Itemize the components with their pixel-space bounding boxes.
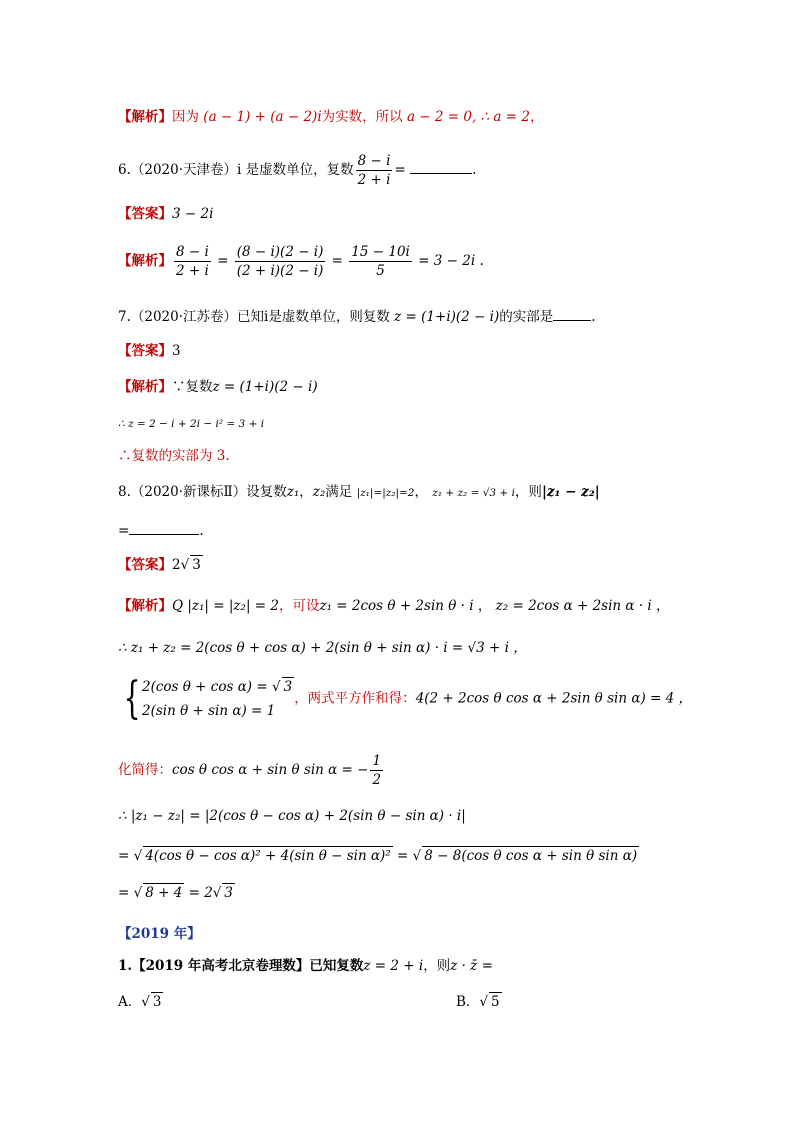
q8-a1: 【解析】Q |z₁| = |z₂| = 2，可设z₁ = 2cos θ + 2sin θ · i ， z₂ = 2cos α + 2sin α · i ， — [118, 598, 670, 614]
q6-sol-f2-den: (2 + i)(2 − i) — [236, 263, 324, 279]
sqrt-icon: √ — [212, 885, 222, 901]
q6-eq: = — [394, 162, 406, 178]
q8-a7-rad2: 3 — [224, 885, 233, 901]
sqrt-icon: √ — [141, 994, 150, 1010]
q8-a3-text: ，两式平方作和得： — [294, 690, 416, 707]
q6-answer — [118, 204, 213, 224]
q7-blank — [553, 306, 591, 321]
q6-frac-num: 8 − i — [357, 153, 391, 169]
q8-case1-pre: 2(cos θ + cos α) = — [142, 679, 272, 695]
q8-a4 — [118, 752, 385, 789]
analysis-label: 【解析】 — [118, 379, 172, 395]
q8-a4-num: 1 — [372, 753, 382, 769]
option-b-value: 5 — [491, 994, 500, 1010]
q8-stem-z2: z₂ — [312, 484, 326, 500]
q8-stem-cond: |z₁|=|z₂|=2 — [356, 487, 415, 499]
q6-stem — [118, 152, 476, 189]
q8-a6: = √ 4(cos θ − cos α)² + 4(sin θ − sin α)² = √ 8 − 8(cos θ cos α + sin θ sin α) — [118, 848, 638, 864]
q7-stem-mid: 的实部是 — [499, 309, 554, 325]
q7-analysis — [118, 377, 318, 397]
q8-a1-math: Q |z₁| = |z₂| = 2 — [172, 598, 279, 614]
q8-stem-pre: 8.（2020·新课标Ⅱ）设复数 — [118, 484, 287, 500]
q2019-1-stem-target: z · z̄ = — [450, 958, 493, 974]
q8-a7: = √ 8 + 4 = 2√ 3 — [118, 885, 233, 901]
q8-stem-ask: ，则 — [514, 484, 542, 500]
q7-answer — [118, 341, 181, 361]
q8-a6-rad1: 4(cos θ − cos α)² + 4(sin θ − sin α)² — [145, 848, 391, 864]
q8-a7-rad: 8 + 4 — [145, 885, 183, 901]
sqrt-icon: √ — [133, 848, 143, 864]
q6-blank — [410, 159, 472, 174]
q8-a1-text: ，可设 — [278, 598, 320, 614]
q8-stem-eq: = — [118, 523, 130, 539]
q7-line3: ∴复数的实部为 3. — [118, 448, 230, 464]
left-brace-icon: { — [123, 673, 141, 724]
q7-analysis-math: z = (1+i)(2 − i) — [212, 379, 318, 395]
q8-answer-rad: 3 — [192, 557, 201, 573]
q8-cases — [142, 675, 294, 723]
sqrt-icon: √ — [479, 994, 489, 1010]
q5-analysis — [118, 107, 543, 127]
q8-a4-frac — [370, 752, 383, 789]
q6-frac-den: 2 + i — [357, 172, 391, 188]
q8-a5: ∴ |z₁ − z₂| = |2(cos θ − cos α) + 2(sin θ − sin α) · i| — [118, 808, 466, 824]
q2019-1-stem-pre: 1.【2019 年高考北京卷理数】已知复数 — [118, 958, 364, 974]
q2019-1-option-b — [456, 992, 502, 1012]
q7-analysis-text: ∵复数 — [172, 379, 213, 395]
q6-sol-f2-num: (8 − i)(2 − i) — [236, 244, 324, 260]
q5-analysis-math2: a − 2 = 0, ∴ a = 2 — [406, 109, 530, 125]
q7-stem-pre: 7.（2020·江苏卷）已知i是虚数单位，则复数 — [118, 309, 390, 325]
q2019-1-stem — [118, 956, 493, 976]
sqrt-icon: √ — [133, 885, 143, 901]
q7-stem-end: . — [591, 309, 596, 325]
q8-stem-sep: ， — [299, 484, 313, 500]
sqrt-icon: √ — [271, 679, 281, 695]
q6-sol-f1-den: 2 + i — [176, 263, 209, 279]
q6-sol-frac1 — [174, 243, 211, 280]
q6-sol-frac3 — [349, 243, 412, 280]
q6-fraction — [356, 152, 393, 189]
analysis-label: 【解析】 — [118, 598, 172, 614]
answer-label: 【答案】 — [118, 343, 172, 359]
q8-a1-z2: z₂ = 2cos α + 2sin α · i — [495, 598, 652, 614]
q8-a1-z1: z₁ = 2cos θ + 2sin θ · i — [319, 598, 474, 614]
q8-stem-z1: z₁ — [286, 484, 300, 500]
q6-stem-end: . — [472, 162, 477, 178]
q8-a6-rad2: 8 − 8(cos θ cos α + sin θ sin α) — [424, 848, 638, 864]
q6-sol-tail: = 3 − 2i . — [418, 253, 484, 269]
q5-analysis-mid: 为实数，所以 — [321, 109, 403, 125]
q6-stem-pre: 6.（2020·天津卷）i 是虚数单位，复数 — [118, 162, 354, 178]
q2019-1-option-a — [118, 992, 163, 1012]
q8-case1 — [142, 675, 294, 699]
answer-label: 【答案】 — [118, 557, 172, 573]
q8-a7-tail: = 2 — [188, 885, 213, 901]
q5-analysis-math: (a − 1) + (a − 2)i — [203, 109, 322, 125]
q8-a4-den: 2 — [372, 772, 382, 788]
q6-sol-f3-den: 5 — [376, 263, 385, 279]
q2019-1-stem-mid: ，则 — [423, 958, 451, 974]
option-b-label: B． — [456, 994, 480, 1010]
q6-answer-value: 3 − 2i — [172, 206, 214, 222]
q2019-1-stem-math: z = 2 + i — [363, 958, 424, 974]
option-a-value: 3 — [152, 994, 162, 1010]
q8-a4-math: cos θ cos α + sin θ sin α = − — [172, 762, 369, 778]
q6-sol-frac2 — [235, 243, 326, 280]
q8-stem-end: . — [199, 523, 204, 539]
q6-sol-f1-num: 8 − i — [176, 244, 209, 260]
sqrt-icon: √ — [180, 557, 190, 573]
q5-analysis-pre: 因为 — [172, 109, 199, 125]
year-heading: 【2019 年】 — [118, 926, 201, 942]
answer-label: 【答案】 — [118, 206, 172, 222]
q8-stem-sum: z₁ + z₂ = √3 + i — [432, 487, 515, 499]
q8-case2: 2(sin θ + sin α) = 1 — [142, 703, 276, 719]
q8-a3 — [118, 675, 692, 723]
analysis-label: 【解析】 — [118, 253, 172, 269]
q8-stem: 8.（2020·新课标Ⅱ）设复数z₁，z₂满足 |z₁|=|z₂|=2， z₁ + z₂ = √3 + i，则|z₁ − z₂| — [118, 484, 600, 500]
q8-a4-text: 化简得： — [118, 762, 172, 778]
q7-stem-math: z = (1+i)(2 − i) — [394, 309, 500, 325]
q6-sol-f3-num: 15 − 10i — [351, 244, 410, 260]
q8-a3-math: 4(2 + 2cos θ cos α + 2sin θ sin α) = 4 ， — [415, 690, 692, 707]
q8-stem-blank-line — [118, 520, 204, 541]
q7-stem — [118, 306, 596, 327]
q8-stem-target: |z₁ − z₂| — [541, 484, 600, 500]
option-a-label: A． — [118, 994, 142, 1010]
q8-answer — [118, 555, 203, 575]
q8-blank — [129, 520, 199, 535]
q8-stem-mid: 满足 — [325, 484, 353, 500]
q5-analysis-end: ， — [529, 109, 544, 125]
sqrt-icon: √ — [412, 848, 422, 864]
q8-answer-coef: 2 — [172, 557, 181, 573]
analysis-label: 【解析】 — [118, 109, 172, 125]
q8-a2: ∴ z₁ + z₂ = 2(cos θ + cos α) + 2(sin θ + sin α) · i = √3 + i ， — [118, 640, 527, 656]
q6-analysis: 【解析】 $\frac{8 - i}{2 + i}$ = $\frac{(8 - i)(2 - i)}{(2 + i)(2 - i)}$ = $\frac{15 - 10i}{5}$ = 3 − 2i . — [118, 244, 484, 279]
q8-case1-rad: 3 — [283, 679, 293, 695]
q7-line2: ∴ z = 2 − i + 2i − i² = 3 + i — [118, 418, 265, 430]
q7-answer-value: 3 — [172, 343, 181, 359]
